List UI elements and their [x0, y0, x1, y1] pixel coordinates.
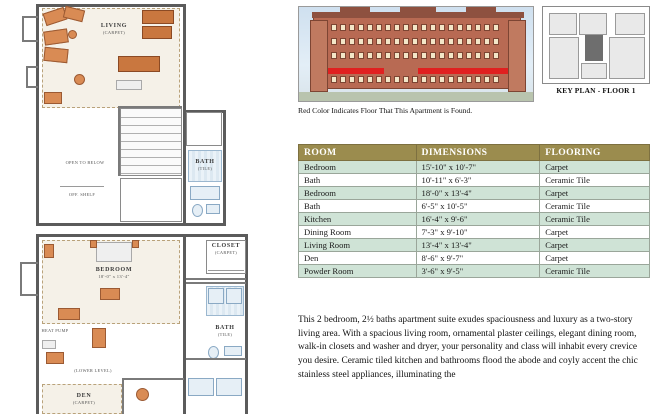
key-plan-unit [609, 37, 645, 79]
room-label-bedroom: BEDROOM 18'-0" x 13'-4" [95, 267, 133, 280]
cell-room: Bath [299, 200, 417, 213]
fixture-washer [188, 378, 214, 396]
window-row [322, 52, 499, 59]
window [493, 52, 499, 59]
window [439, 76, 445, 83]
cell-flooring: Carpet [540, 187, 650, 200]
furniture-chair [43, 47, 68, 63]
window [475, 24, 481, 31]
apartment-description: This 2 bedroom, 2½ baths apartment suite exudes spaciousness and luxury as a two-story living area. With a spacious living room, ornamental plaster ceilings, elegant dining room, walk-in closets and washer and dryer, your personality and class will inhabit every crevice you desire. Ceramic tiled kitchen and bathrooms flood the abode and coyly accent the chic stainless steel appliances, illuminating the [298, 315, 638, 380]
table-row [299, 187, 650, 200]
equipment-heat-pump [42, 340, 56, 349]
window [466, 76, 472, 83]
window [403, 76, 409, 83]
window [331, 38, 337, 45]
building-wing [508, 20, 526, 92]
table-row [299, 226, 650, 239]
cell-dimensions: 3'-6" x 9'-5" [416, 265, 540, 278]
furniture-nightstand [132, 240, 139, 248]
window [367, 38, 373, 45]
window [448, 24, 454, 31]
window [385, 24, 391, 31]
wall [36, 4, 39, 226]
window [412, 52, 418, 59]
furniture-bed [96, 242, 132, 262]
wall [22, 16, 24, 42]
window [430, 38, 436, 45]
window [385, 38, 391, 45]
wall [22, 16, 38, 18]
building-facade [313, 15, 521, 89]
window [394, 52, 400, 59]
window [394, 76, 400, 83]
staircase [120, 108, 182, 176]
key-plan-unit [615, 13, 645, 35]
powder-room [186, 112, 222, 146]
furniture-chair [100, 288, 120, 300]
wall [36, 234, 186, 237]
furniture-dresser [44, 244, 54, 258]
furniture-table [68, 30, 77, 39]
window [457, 52, 463, 59]
window [349, 38, 355, 45]
key-plan-unit [579, 13, 607, 35]
cell-room: Bath [299, 174, 417, 187]
window [421, 76, 427, 83]
cell-dimensions: 6'-5" x 10'-5" [416, 200, 540, 213]
window [484, 24, 490, 31]
window-row [322, 38, 499, 45]
fixture-shower [208, 288, 224, 304]
key-plan [542, 6, 650, 102]
window [331, 24, 337, 31]
floor-plan-upper-level [0, 0, 286, 228]
table-header-row [299, 145, 650, 161]
wall [20, 262, 22, 296]
elevation-caption: Red Color Indicates Floor That This Apartment is Found. [298, 106, 473, 115]
room-schedule-table [298, 144, 650, 278]
column-header-dimensions: DIMENSIONS [416, 145, 540, 161]
furniture-nightstand [90, 240, 97, 248]
fixture-sink [224, 346, 242, 356]
wall [186, 282, 246, 284]
closet-shelf-line [208, 270, 244, 271]
window [385, 52, 391, 59]
roof-dormer [340, 7, 370, 14]
key-plan-box [542, 6, 650, 84]
wall [20, 294, 38, 296]
window [358, 52, 364, 59]
key-plan-unit [549, 37, 579, 79]
cell-flooring: Ceramic Tile [540, 200, 650, 213]
fixture-sink [206, 204, 220, 214]
cell-room: Den [299, 252, 417, 265]
window [340, 76, 346, 83]
ground-strip [299, 92, 533, 101]
column-header-flooring: FLOORING [540, 145, 650, 161]
wall [22, 40, 38, 42]
table-row [299, 200, 650, 213]
window [466, 38, 472, 45]
window [340, 24, 346, 31]
label-heat-pump: HEAT PUMP [41, 328, 69, 333]
window [421, 52, 427, 59]
key-plan-core [585, 35, 603, 61]
table-row [299, 174, 650, 187]
cell-room: Bedroom [299, 161, 417, 174]
fixture-tub [190, 186, 220, 200]
window [475, 76, 481, 83]
window [430, 24, 436, 31]
window [475, 38, 481, 45]
roof-dormer [466, 7, 496, 14]
cell-room: Powder Room [299, 265, 417, 278]
window [448, 76, 454, 83]
window [403, 24, 409, 31]
furniture-sofa [142, 10, 174, 24]
cell-flooring: Carpet [540, 239, 650, 252]
window [448, 38, 454, 45]
room-label-open-to-below: OPEN TO BELOW [65, 160, 105, 165]
furniture-table [136, 388, 149, 401]
fixture-tub [226, 288, 242, 304]
window [358, 38, 364, 45]
cell-dimensions: 10'-11" x 6'-3" [416, 174, 540, 187]
window [340, 38, 346, 45]
window [484, 76, 490, 83]
cell-flooring: Ceramic Tile [540, 213, 650, 226]
window [394, 38, 400, 45]
key-plan-unit [549, 13, 577, 35]
window [340, 52, 346, 59]
table-row [299, 239, 650, 252]
window [367, 52, 373, 59]
window-row [322, 76, 499, 83]
fixture-dryer [216, 378, 242, 396]
floor-plan-lower-level [0, 228, 286, 416]
window [376, 24, 382, 31]
cell-flooring: Ceramic Tile [540, 174, 650, 187]
room-label-den: DEN (CARPET) [72, 393, 96, 406]
window [412, 76, 418, 83]
room-label-bath: BATH (TILE) [195, 159, 215, 172]
cell-room: Dining Room [299, 226, 417, 239]
label-lower-level: (LOWER LEVEL) [74, 368, 112, 373]
window [412, 24, 418, 31]
hall [120, 178, 182, 222]
cell-room: Bedroom [299, 187, 417, 200]
furniture-dresser [92, 328, 106, 348]
window [439, 24, 445, 31]
building-wing [310, 20, 328, 92]
window [457, 24, 463, 31]
wall [186, 278, 246, 280]
wall [36, 4, 186, 7]
window [493, 38, 499, 45]
table-row [299, 161, 650, 174]
furniture-console [116, 80, 142, 90]
roof-dormer [400, 6, 436, 14]
window [349, 24, 355, 31]
window [439, 38, 445, 45]
wall [186, 234, 248, 237]
window [439, 52, 445, 59]
window [421, 24, 427, 31]
window [421, 38, 427, 45]
window-row [322, 24, 499, 31]
window [430, 76, 436, 83]
info-panel [296, 0, 652, 416]
wall [122, 378, 124, 414]
cell-dimensions: 16'-4" x 9'-6" [416, 213, 540, 226]
cell-dimensions: 13'-4" x 13'-4" [416, 239, 540, 252]
furniture-sofa [142, 26, 172, 39]
cell-flooring: Carpet [540, 226, 650, 239]
cell-room: Living Room [299, 239, 417, 252]
window [493, 24, 499, 31]
window [466, 52, 472, 59]
furniture-chair [46, 352, 64, 364]
table-row [299, 213, 650, 226]
window [448, 52, 454, 59]
window [457, 76, 463, 83]
furniture-table [74, 74, 85, 85]
furniture-chair [44, 92, 62, 104]
wall [120, 106, 182, 108]
key-plan-unit [581, 63, 607, 79]
cell-room: Kitchen [299, 213, 417, 226]
cell-dimensions: 15'-10" x 10'-7" [416, 161, 540, 174]
window [475, 52, 481, 59]
window [367, 24, 373, 31]
furniture-chair [58, 308, 80, 320]
red-floor-indicator [320, 68, 384, 74]
wall [36, 223, 186, 226]
window [403, 38, 409, 45]
furniture-sofa [118, 56, 160, 72]
window [394, 24, 400, 31]
window [484, 38, 490, 45]
wall [36, 234, 39, 414]
red-floor-indicator [418, 68, 514, 74]
wall [118, 106, 120, 176]
cell-dimensions: 7'-3" x 9'-10" [416, 226, 540, 239]
wall [122, 378, 184, 380]
wall [183, 234, 186, 414]
column-header-room: ROOM [299, 145, 417, 161]
wall [26, 86, 38, 88]
window [349, 52, 355, 59]
window [466, 24, 472, 31]
table-row [299, 265, 650, 278]
room-label-closet: CLOSET (CARPET) [211, 243, 241, 256]
room-label-living: LIVING (CARPET) [100, 23, 128, 36]
wall [186, 223, 226, 226]
wall [26, 66, 28, 88]
closet-shelf-line [60, 186, 104, 187]
window [367, 76, 373, 83]
window [376, 76, 382, 83]
cell-flooring: Ceramic Tile [540, 265, 650, 278]
table-row [299, 252, 650, 265]
window [385, 76, 391, 83]
wall [20, 262, 38, 264]
window [457, 38, 463, 45]
window [331, 52, 337, 59]
window [493, 76, 499, 83]
window [331, 76, 337, 83]
fixture-toilet [192, 204, 203, 217]
window [358, 76, 364, 83]
floor-plan-drawing [0, 0, 286, 416]
window [430, 52, 436, 59]
building-elevation-image [298, 6, 534, 102]
window [484, 52, 490, 59]
window [358, 24, 364, 31]
cell-flooring: Carpet [540, 161, 650, 174]
window [376, 52, 382, 59]
window [403, 52, 409, 59]
cell-dimensions: 18'-0" x 13'-4" [416, 187, 540, 200]
window [349, 76, 355, 83]
window [412, 38, 418, 45]
room-label-bath: BATH (TILE) [215, 325, 235, 338]
wall [186, 358, 246, 360]
cell-dimensions: 8'-6" x 9'-7" [416, 252, 540, 265]
key-plan-caption: KEY PLAN - FLOOR 1 [556, 86, 636, 95]
cell-flooring: Carpet [540, 252, 650, 265]
room-label-shelf: OFF. SHELF [68, 192, 96, 197]
window [376, 38, 382, 45]
